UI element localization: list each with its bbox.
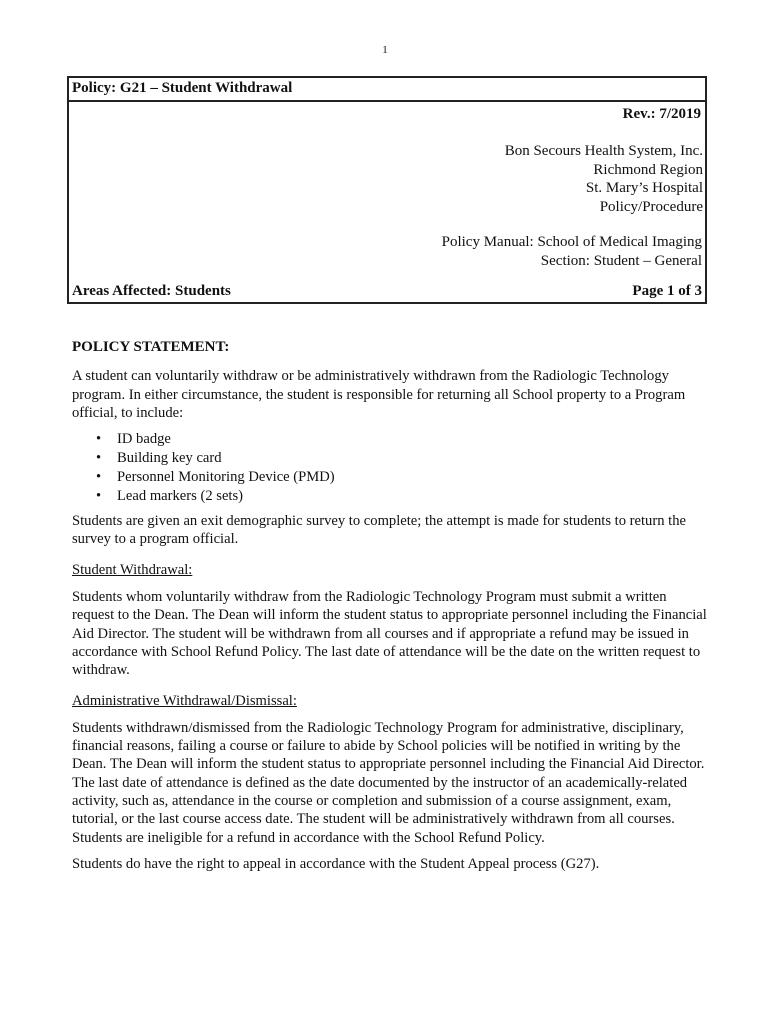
organization-block [505, 142, 703, 216]
document-body [72, 338, 712, 881]
policy-intro-paragraph: A student can voluntarily withdraw or be administratively withdrawn from the Radiologic Technology program. In either circumstance, the student is responsible for returning all School property to a Program official, to include: [72, 368, 686, 421]
list-item [96, 430, 712, 449]
list-item [96, 449, 712, 468]
bullet-icon: • [96, 469, 102, 486]
organization-line: Policy/Procedure [599, 198, 703, 215]
student-withdrawal-paragraph: Students whom voluntarily withdraw from the Radiologic Technology Program must submit a written request to the Dean. The Dean will inform the student status to appropriate personnel including the Financial Aid Director. The student will be withdrawn from all courses and if appropriate a refund may be issued in accordance with School Refund Policy. The last date of attendance will be the date on the written request to withdraw. [72, 589, 707, 679]
list-item-text: ID badge [117, 431, 171, 448]
appeal-paragraph: Students do have the right to appeal in accordance with the Student Appeal process (G27). [72, 855, 600, 872]
administrative-withdrawal-paragraph: Students withdrawn/dismissed from the Radiologic Technology Program for administrative, disciplinary, financial reasons, failing a course or failure to abide by School policies will be notified in writing by the Dean. The Dean will inform the student status to appropriate personnel including the Financial Aid Director. The last date of attendance is defined as the date documented by the instructor of an academically-related activity, such as, attendance in the course or completion and submission of a course assignment, exam, tutorial, or the last course access date. The student will be administratively withdrawn from all courses. Students are ineligible for a refund in accordance with the School Refund Policy. [72, 719, 705, 846]
list-item-text: Personnel Monitoring Device (PMD) [117, 469, 335, 486]
manual-block [442, 233, 702, 270]
policy-title: Policy: G21 – Student Withdrawal [69, 78, 705, 102]
organization-line: St. Mary’s Hospital [585, 180, 703, 196]
revision-date: Rev.: 7/2019 [622, 106, 701, 122]
page-number: 1 [382, 44, 388, 56]
organization-line: Richmond Region [593, 161, 703, 178]
bullet-icon: • [96, 488, 102, 505]
school-property-list [72, 430, 712, 506]
list-item-text: Lead markers (2 sets) [117, 488, 244, 505]
bullet-icon: • [96, 431, 102, 448]
administrative-withdrawal-heading: Administrative Withdrawal/Dismissal: [72, 692, 297, 709]
areas-affected: Areas Affected: Students [72, 283, 231, 299]
policy-header-box [67, 76, 707, 304]
section-line: Section: Student – General [540, 252, 702, 269]
policy-manual-line: Policy Manual: School of Medical Imaging [441, 234, 702, 250]
survey-paragraph: Students are given an exit demographic survey to complete; the attempt is made for students to return the survey to a program official. [72, 513, 686, 548]
list-item [96, 468, 712, 487]
student-withdrawal-heading: Student Withdrawal: [72, 561, 193, 578]
list-item [96, 487, 712, 506]
list-item-text: Building key card [117, 450, 222, 467]
organization-line: Bon Secours Health System, Inc. [504, 143, 703, 159]
policy-statement-heading: POLICY STATEMENT: [72, 339, 230, 355]
page-of-total: Page 1 of 3 [632, 283, 702, 299]
bullet-icon: • [96, 450, 102, 467]
